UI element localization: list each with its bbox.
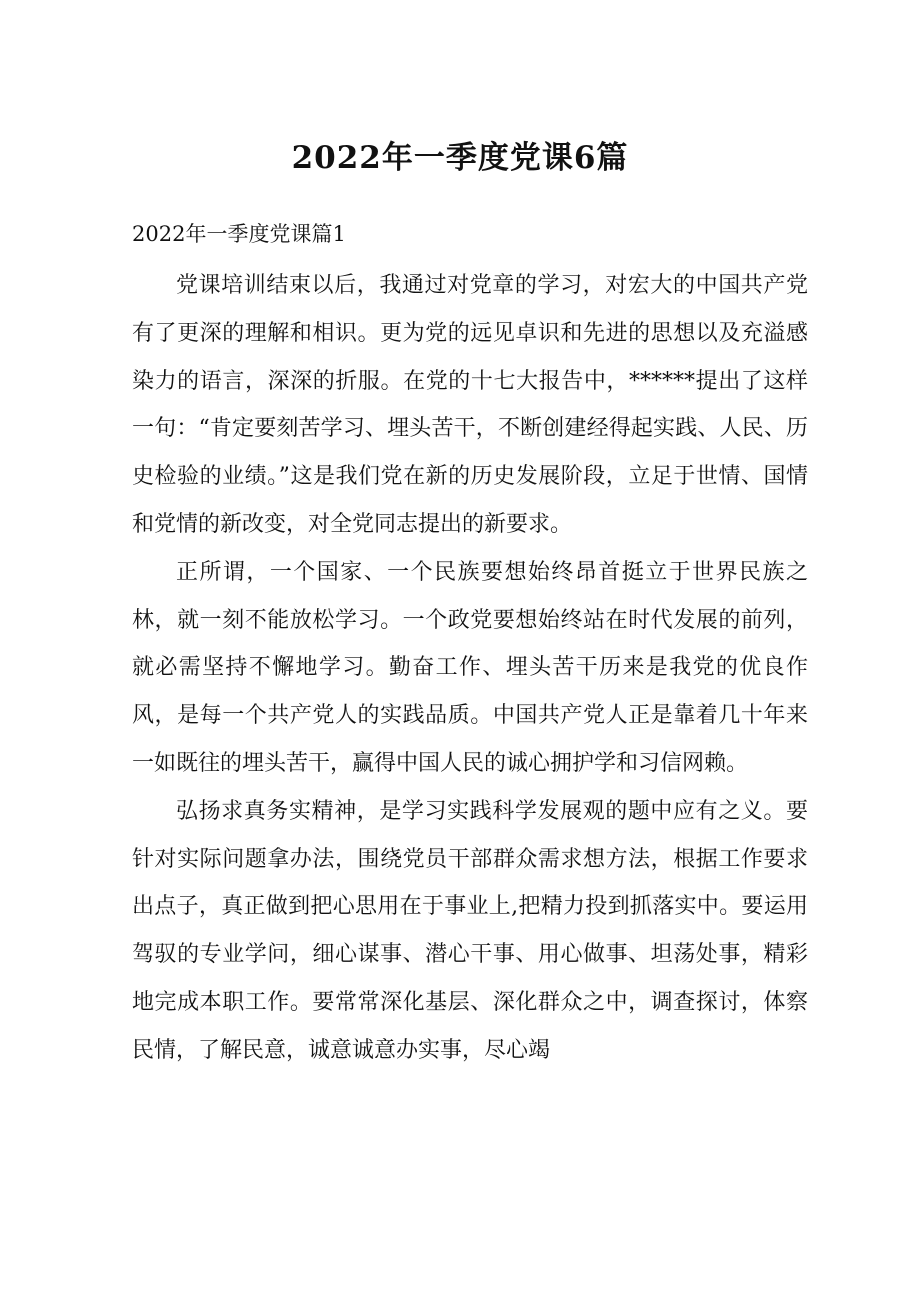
paragraph-2: 正所谓，一个国家、一个民族要想始终昂首挺立于世界民族之林，就一刻不能放松学习。一个政党要想始终站在时代发展的前列，就必需坚持不懈地学习。勤奋工作、埋头苦干历来是我党的优良作风，是每一个共产党人的实践品质。中国共产党人正是靠着几十年来一如既往的埋头苦干，赢得中国人民的诚心拥护学和习信网赖。 <box>132 559 808 776</box>
paragraph-3: 弘扬求真务实精神，是学习实践科学发展观的题中应有之义。要针对实际问题拿办法，围绕党员干部群众需求想方法，根据工作要求出点子，真正做到把心思用在于事业上,把精力投到抓落实中。要运用驾驭的专业学问，细心谋事、潜心干事、用心做事、坦荡处事，精彩地完成本职工作。要常常深化基层、深化群众之中，调查探讨，体察民情，了解民意，诚意诚意办实事，尽心竭 <box>132 798 808 1063</box>
document-body <box>132 262 808 1075</box>
document-title: 2022年一季度党课6篇 <box>291 140 629 176</box>
paragraph-1: 党课培训结束以后，我通过对党章的学习，对宏大的中国共产党有了更深的理解和相识。更为党的远见卓识和先进的思想以及充溢感染力的语言，深深的折服。在党的十七大报告中，******提出了这样一句：“肯定要刻苦学习、埋头苦干，不断创建经得起实践、人民、历史检验的业绩。”这是我们党在新的历史发展阶段，立足于世情、国情和党情的新改变，对全党同志提出的新要求。 <box>132 273 808 537</box>
section-heading: 2022年一季度党课篇1 <box>132 222 346 246</box>
